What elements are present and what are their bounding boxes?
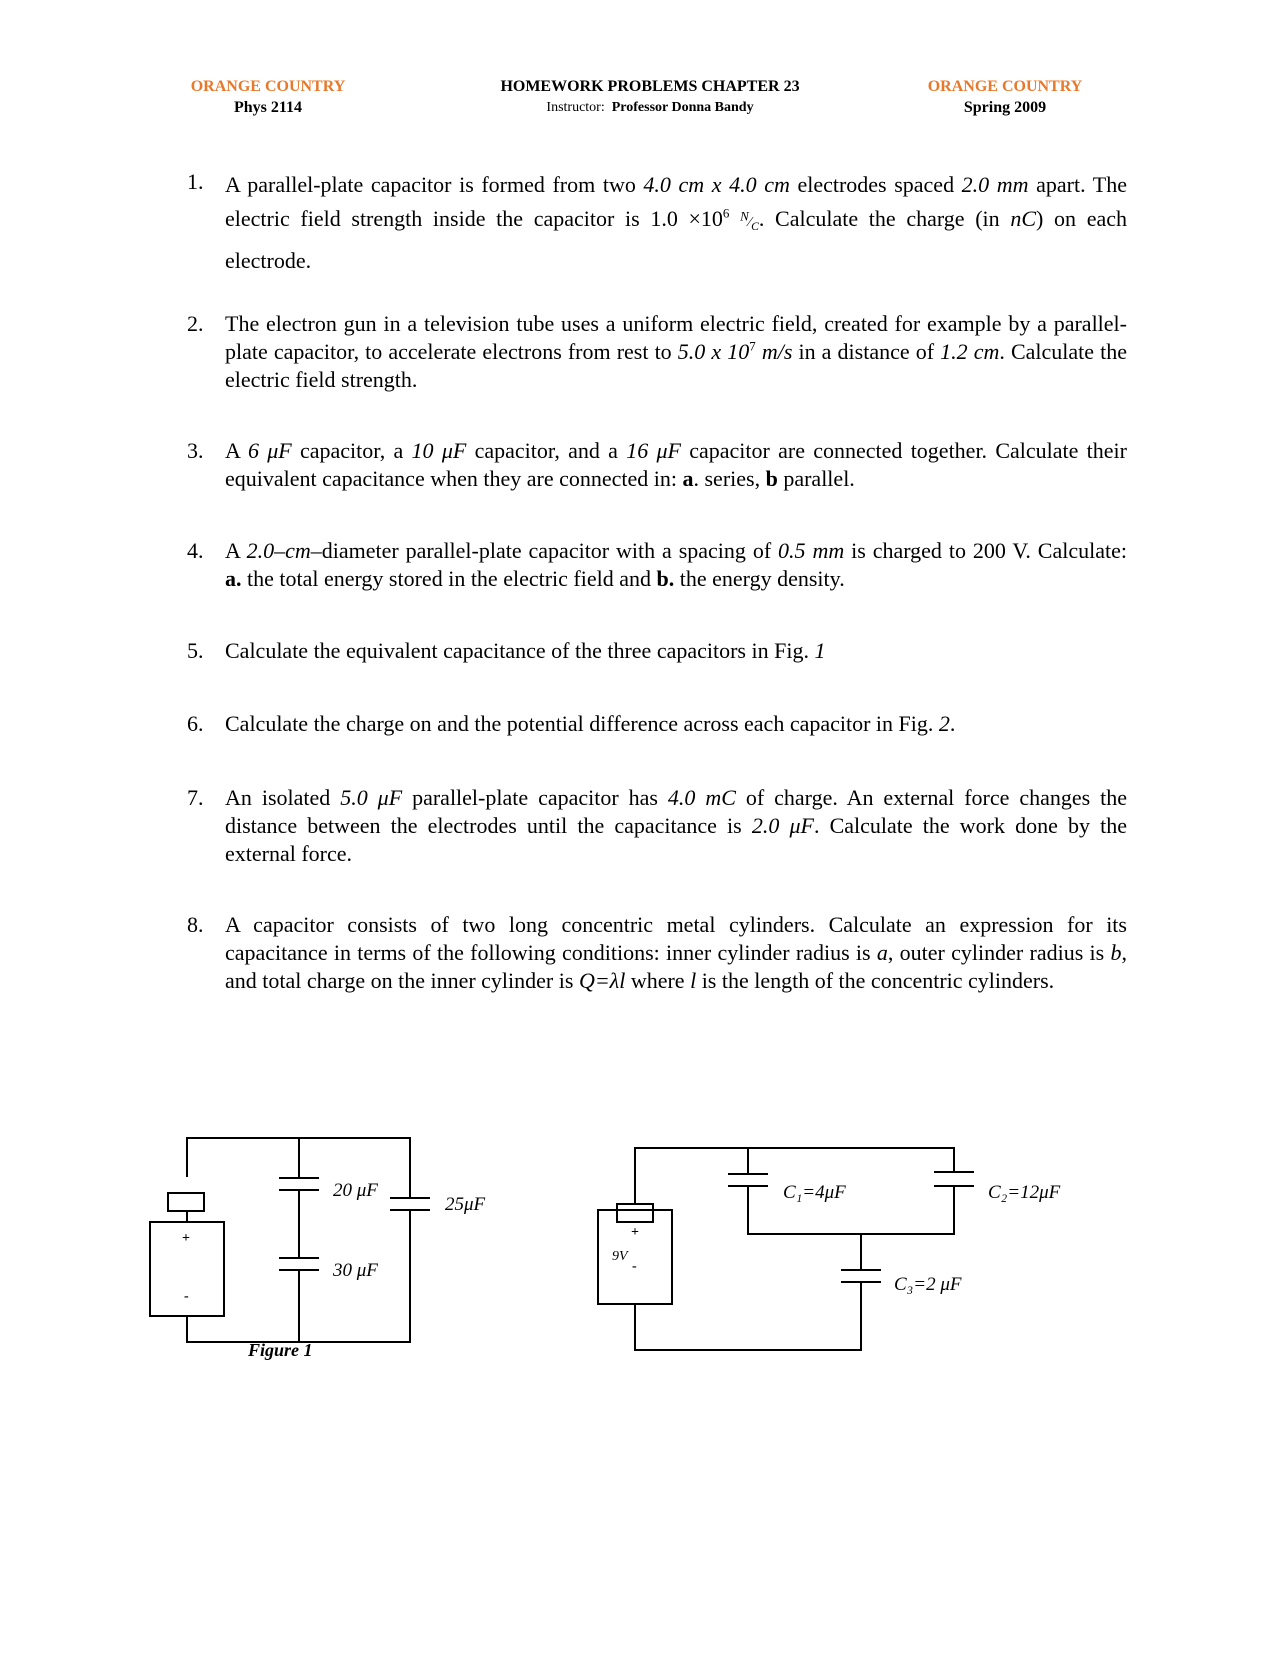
problem-number: 1. bbox=[187, 169, 204, 194]
term: Spring 2009 bbox=[963, 99, 1047, 116]
text-run: is charged to 200 V. Calculate: bbox=[844, 538, 1127, 563]
wire bbox=[635, 1290, 861, 1350]
capacitor-label-c2: C₂=12μF bbox=[988, 1182, 1061, 1203]
capacitor-label-c3: C₃=2 μF bbox=[894, 1274, 962, 1295]
capacitor-label-25: 25μF bbox=[445, 1194, 486, 1215]
text-run: capacitor are connected together. Calculate their equivalent capacitance when they are connected in: bbox=[225, 438, 1127, 491]
charge-expression: Q=λl bbox=[578, 968, 626, 993]
battery-plus: + bbox=[631, 1225, 639, 1240]
instructor-name: Professor Donna Bandy bbox=[611, 100, 754, 115]
problem-number: 2. bbox=[187, 311, 204, 336]
text-run: parallel-plate capacitor has bbox=[402, 785, 668, 810]
text-run: parallel. bbox=[777, 466, 855, 491]
part-label: a. bbox=[225, 566, 242, 591]
capacitance-value: 6 μF bbox=[247, 438, 292, 463]
figure-ref: 1 bbox=[814, 638, 826, 663]
electron-speed: 5.0 x 10 bbox=[677, 339, 750, 364]
problem-number: 6. bbox=[187, 711, 204, 736]
field-value: 1.0 ×10 bbox=[650, 206, 723, 231]
capacitor-label-30: 30 μF bbox=[333, 1260, 378, 1281]
capacitance-value: 10 μF bbox=[411, 438, 467, 463]
text-run: . series, bbox=[693, 466, 766, 491]
problem-number: 5. bbox=[187, 638, 204, 663]
charge-unit: nC bbox=[1010, 206, 1037, 231]
battery-minus: - bbox=[632, 1259, 637, 1274]
unit-denominator: C bbox=[751, 219, 759, 233]
unit-numerator: N bbox=[740, 208, 749, 224]
text-run: A bbox=[225, 538, 247, 563]
electrode-dimensions: 4.0 cm x 4.0 cm bbox=[643, 172, 790, 197]
school-name-right: ORANGE COUNTRY bbox=[927, 78, 1083, 95]
school-name-left: ORANGE COUNTRY bbox=[190, 78, 346, 95]
battery-minus: - bbox=[184, 1289, 189, 1304]
text-run: Calculate the equivalent capacitance of the three capacitors in Fig. bbox=[225, 638, 815, 663]
text-run: diameter parallel-plate capacitor with a spacing of bbox=[321, 538, 779, 563]
length-symbol: l bbox=[690, 968, 697, 993]
speed-unit: m/s bbox=[755, 339, 793, 364]
page-title: HOMEWORK PROBLEMS CHAPTER 23 bbox=[500, 78, 800, 95]
text-run: Calculate the charge on and the potential difference across each capacitor in Fig. bbox=[225, 711, 939, 736]
text-run: , and total charge on the inner cylinder is bbox=[225, 940, 1127, 993]
part-label: b bbox=[765, 466, 778, 491]
text-run: The electron gun in a television tube uses a uniform electric field, created for example by a parallel-plate capacitor, to accelerate electrons from rest to bbox=[225, 311, 1127, 364]
capacitance-value: 16 μF bbox=[626, 438, 681, 463]
text-run: electrodes spaced bbox=[789, 172, 962, 197]
capacitance-value: 2.0 μF bbox=[751, 813, 814, 838]
figure-2-circuit bbox=[598, 1148, 974, 1350]
electrode-spacing: 2.0 mm bbox=[961, 172, 1029, 197]
figure-ref: 2 bbox=[938, 711, 950, 736]
text-run: . bbox=[949, 711, 956, 736]
battery-terminal bbox=[168, 1193, 204, 1211]
problem-number: 7. bbox=[187, 785, 204, 810]
text-run: capacitor, and a bbox=[466, 438, 627, 463]
text-run: the total energy stored in the electric field and bbox=[241, 566, 657, 591]
battery-terminal bbox=[617, 1204, 653, 1222]
text-run: in a distance of bbox=[792, 339, 941, 364]
text-run: where bbox=[625, 968, 691, 993]
figure-1-circuit bbox=[150, 1138, 430, 1342]
battery-plus: + bbox=[182, 1231, 190, 1246]
text-run: apart. The electric field strength inside the capacitor is bbox=[225, 172, 1127, 231]
part-label: a bbox=[682, 466, 694, 491]
inner-radius-symbol: a bbox=[876, 940, 888, 965]
text-run: of charge. An external force changes the distance between the electrodes until the capacitance is bbox=[225, 785, 1127, 838]
outer-radius-symbol: b bbox=[1110, 940, 1122, 965]
battery-voltage: 9V bbox=[612, 1249, 628, 1264]
problem-number: 3. bbox=[187, 438, 204, 463]
text-run: the energy density. bbox=[674, 566, 845, 591]
figure-1-caption: Figure 1 bbox=[248, 1340, 313, 1360]
problem-number: 8. bbox=[187, 912, 204, 937]
charge-value: 4.0 mC bbox=[667, 785, 736, 810]
text-run: . Calculate the electric field strength. bbox=[225, 339, 1128, 392]
speed-exponent: 7 bbox=[749, 338, 756, 354]
acceleration-distance: 1.2 cm bbox=[940, 339, 1000, 364]
problem-number: 4. bbox=[187, 538, 204, 563]
capacitor-label-c1: C₁=4μF bbox=[783, 1182, 846, 1203]
text-run: capacitor, a bbox=[291, 438, 412, 463]
capacitor-label-20: 20 μF bbox=[333, 1180, 378, 1201]
instructor-label: Instructor: bbox=[546, 100, 605, 115]
spacing-value: 0.5 mm bbox=[778, 538, 845, 563]
capacitance-value: 5.0 μF bbox=[340, 785, 403, 810]
text-run: is the length of the concentric cylinders. bbox=[696, 968, 1055, 993]
text-run: , outer cylinder radius is bbox=[887, 940, 1111, 965]
field-exponent: 6 bbox=[722, 205, 730, 221]
field-unit: $^N⁄_C$ bbox=[740, 208, 759, 233]
text-run: . Calculate the charge (in bbox=[758, 206, 1011, 231]
text-run: A capacitor consists of two long concentric metal cylinders. Calculate an expression for its capacitance in terms of the following conditions: inner cylinder radius is bbox=[225, 912, 1127, 965]
text-run: ) on each electrode. bbox=[225, 206, 1127, 273]
text-run: A bbox=[225, 438, 248, 463]
text-run: A parallel-plate capacitor is formed from two bbox=[225, 172, 644, 197]
course-code: Phys 2114 bbox=[233, 99, 302, 116]
wire bbox=[748, 1186, 954, 1234]
text-run: An isolated bbox=[225, 785, 341, 810]
text-run: . Calculate the work done by the external force. bbox=[225, 813, 1127, 866]
diameter-value: 2.0–cm– bbox=[246, 538, 322, 563]
part-label: b. bbox=[656, 566, 675, 591]
